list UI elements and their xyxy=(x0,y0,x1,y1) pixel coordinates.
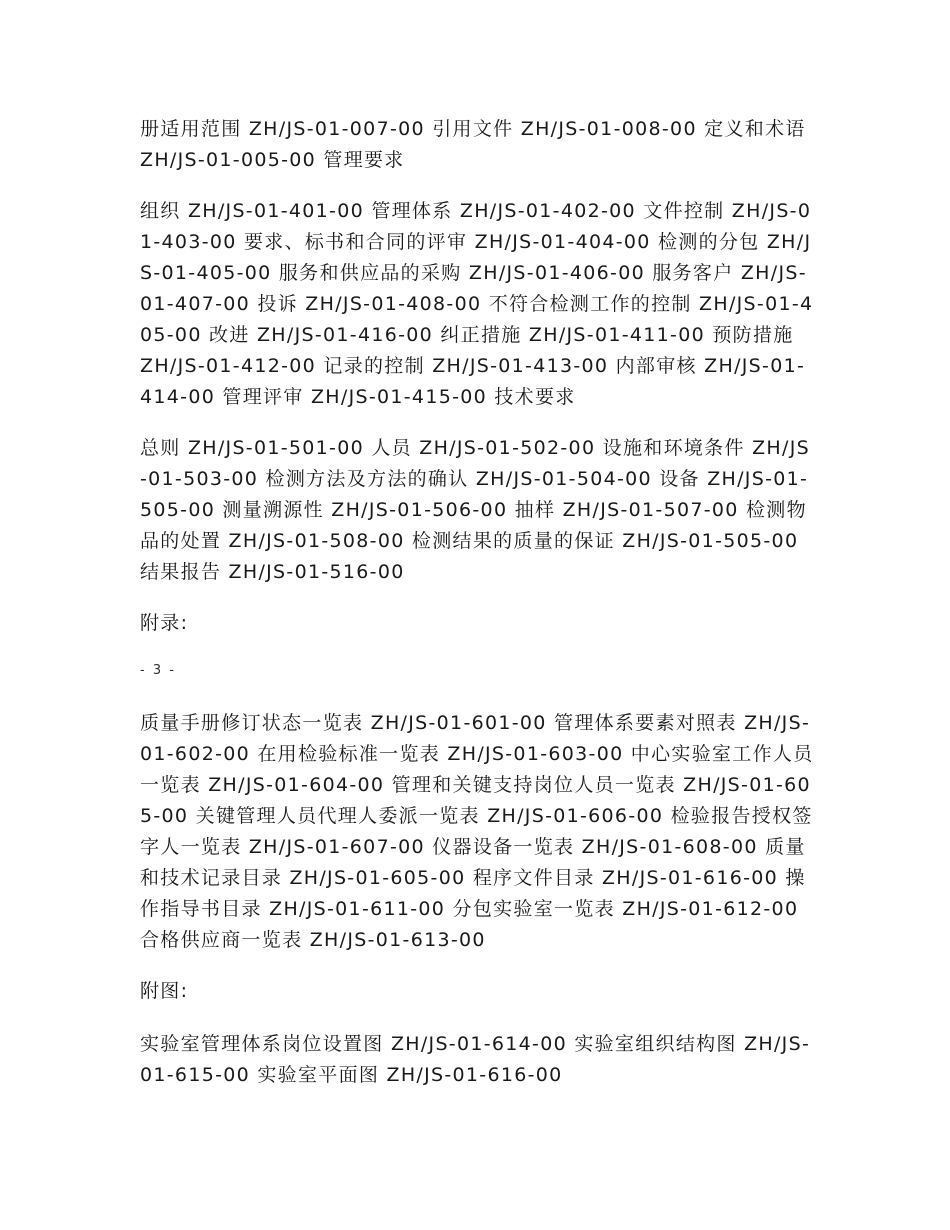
figures-list-paragraph: 实验室管理体系岗位设置图 ZH/JS-01-614-00 实验室组织结构图 ZH/JS-01-615-00 实验室平面图 ZH/JS-01-616-00 xyxy=(140,1033,811,1086)
appendix-list-paragraph: 质量手册修订状态一览表 ZH/JS-01-601-00 管理体系要素对照表 ZH/JS-01-602-00 在用检验标准一览表 ZH/JS-01-603-00 中心实验室工作人员一览表 ZH/JS-01-604-00 管理和关键支持岗位人员一览表 ZH/JS-01-605-00 关键管理人员代理人委派一览表 ZH/JS-01-606-00 检验报告授权签字人一览表 ZH/JS-01-607-00 仪器设备一览表 ZH/JS-01-608-00 质量和技术记录目录 ZH/JS-01-605-00 程序文件目录 ZH/JS-01-616-00 操作指导书目录 ZH/JS-01-611-00 分包实验室一览表 ZH/JS-01-612-00 合格供应商一览表 ZH/JS-01-613-00 xyxy=(140,712,814,951)
page-number: - 3 - xyxy=(140,663,176,678)
document-body xyxy=(140,114,815,1111)
figures-heading: 附图: xyxy=(140,980,189,1002)
scope-paragraph: 册适用范围 ZH/JS-01-007-00 引用文件 ZH/JS-01-008-00 定义和术语 ZH/JS-01-005-00 管理要求 xyxy=(140,118,806,171)
appendix-heading: 附录: xyxy=(140,612,189,634)
management-requirements-paragraph: 组织 ZH/JS-01-401-00 管理体系 ZH/JS-01-402-00 文件控制 ZH/JS-01-403-00 要求、标书和合同的评审 ZH/JS-01-404-00 检测的分包 ZH/JS-01-405-00 服务和供应品的采购 ZH/JS-01-406-00 服务客户 ZH/JS-01-407-00 投诉 ZH/JS-01-408-00 不符合检测工作的控制 ZH/JS-01-405-00 改进 ZH/JS-01-416-00 纠正措施 ZH/JS-01-411-00 预防措施 ZH/JS-01-412-00 记录的控制 ZH/JS-01-413-00 内部审核 ZH/JS-01-414-00 管理评审 ZH/JS-01-415-00 技术要求 xyxy=(140,200,814,408)
technical-requirements-paragraph: 总则 ZH/JS-01-501-00 人员 ZH/JS-01-502-00 设施和环境条件 ZH/JS-01-503-00 检测方法及方法的确认 ZH/JS-01-504-00 设备 ZH/JS-01-505-00 测量溯源性 ZH/JS-01-506-00 抽样 ZH/JS-01-507-00 检测物品的处置 ZH/JS-01-508-00 检测结果的质量的保证 ZH/JS-01-505-00 结果报告 ZH/JS-01-516-00 xyxy=(140,437,810,583)
